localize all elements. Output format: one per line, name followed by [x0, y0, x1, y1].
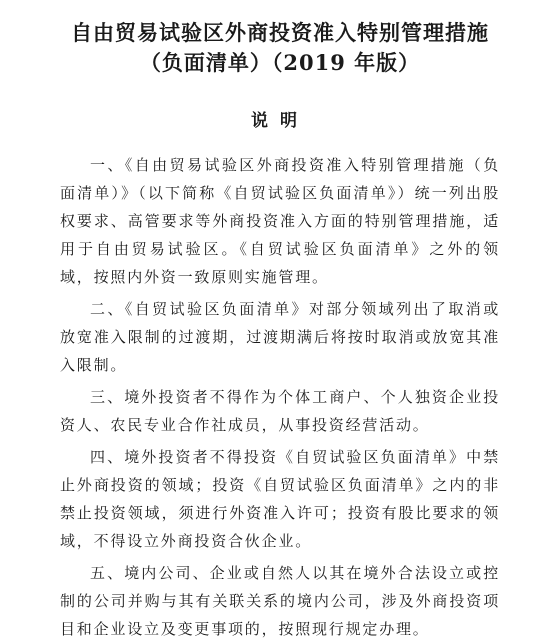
- title-line-1: 自由贸易试验区外商投资准入特别管理措施: [71, 20, 489, 45]
- paragraph-1: 一、《自由贸易试验区外商投资准入特别管理措施（负面清单）》（以下简称《自贸试验区负面清单》）统一列出股权要求、高管要求等外商投资准入方面的特别管理措施，适用于自由贸易试验区。《自贸试验区负面清单》之外的领域，按照内外资一致原则实施管理。: [60, 156, 500, 286]
- paragraph-3: 三、境外投资者不得作为个体工商户、个人独资企业投资人、农民专业合作社成员，从事投资经营活动。: [60, 388, 500, 434]
- document-title: [60, 18, 500, 78]
- paragraph-2: 二、《自贸试验区负面清单》对部分领域列出了取消或放宽准入限制的过渡期，过渡期满后将按时取消或放宽其准入限制。: [60, 300, 500, 374]
- section-heading: 说明: [251, 111, 309, 131]
- paragraph-4: 四、境外投资者不得投资《自贸试验区负面清单》中禁止外商投资的领域；投资《自贸试验区负面清单》之内的非禁止投资领域，须进行外资准入许可；投资有股比要求的领域，不得设立外商投资合伙企业。: [60, 448, 500, 550]
- title-line-2: （负面清单）（2019 年版）: [139, 50, 421, 75]
- paragraph-5: 五、境内公司、企业或自然人以其在境外合法设立或控制的公司并购与其有关联关系的境内公司，涉及外商投资项目和企业设立及变更事项的，按照现行规定办理。: [60, 564, 500, 638]
